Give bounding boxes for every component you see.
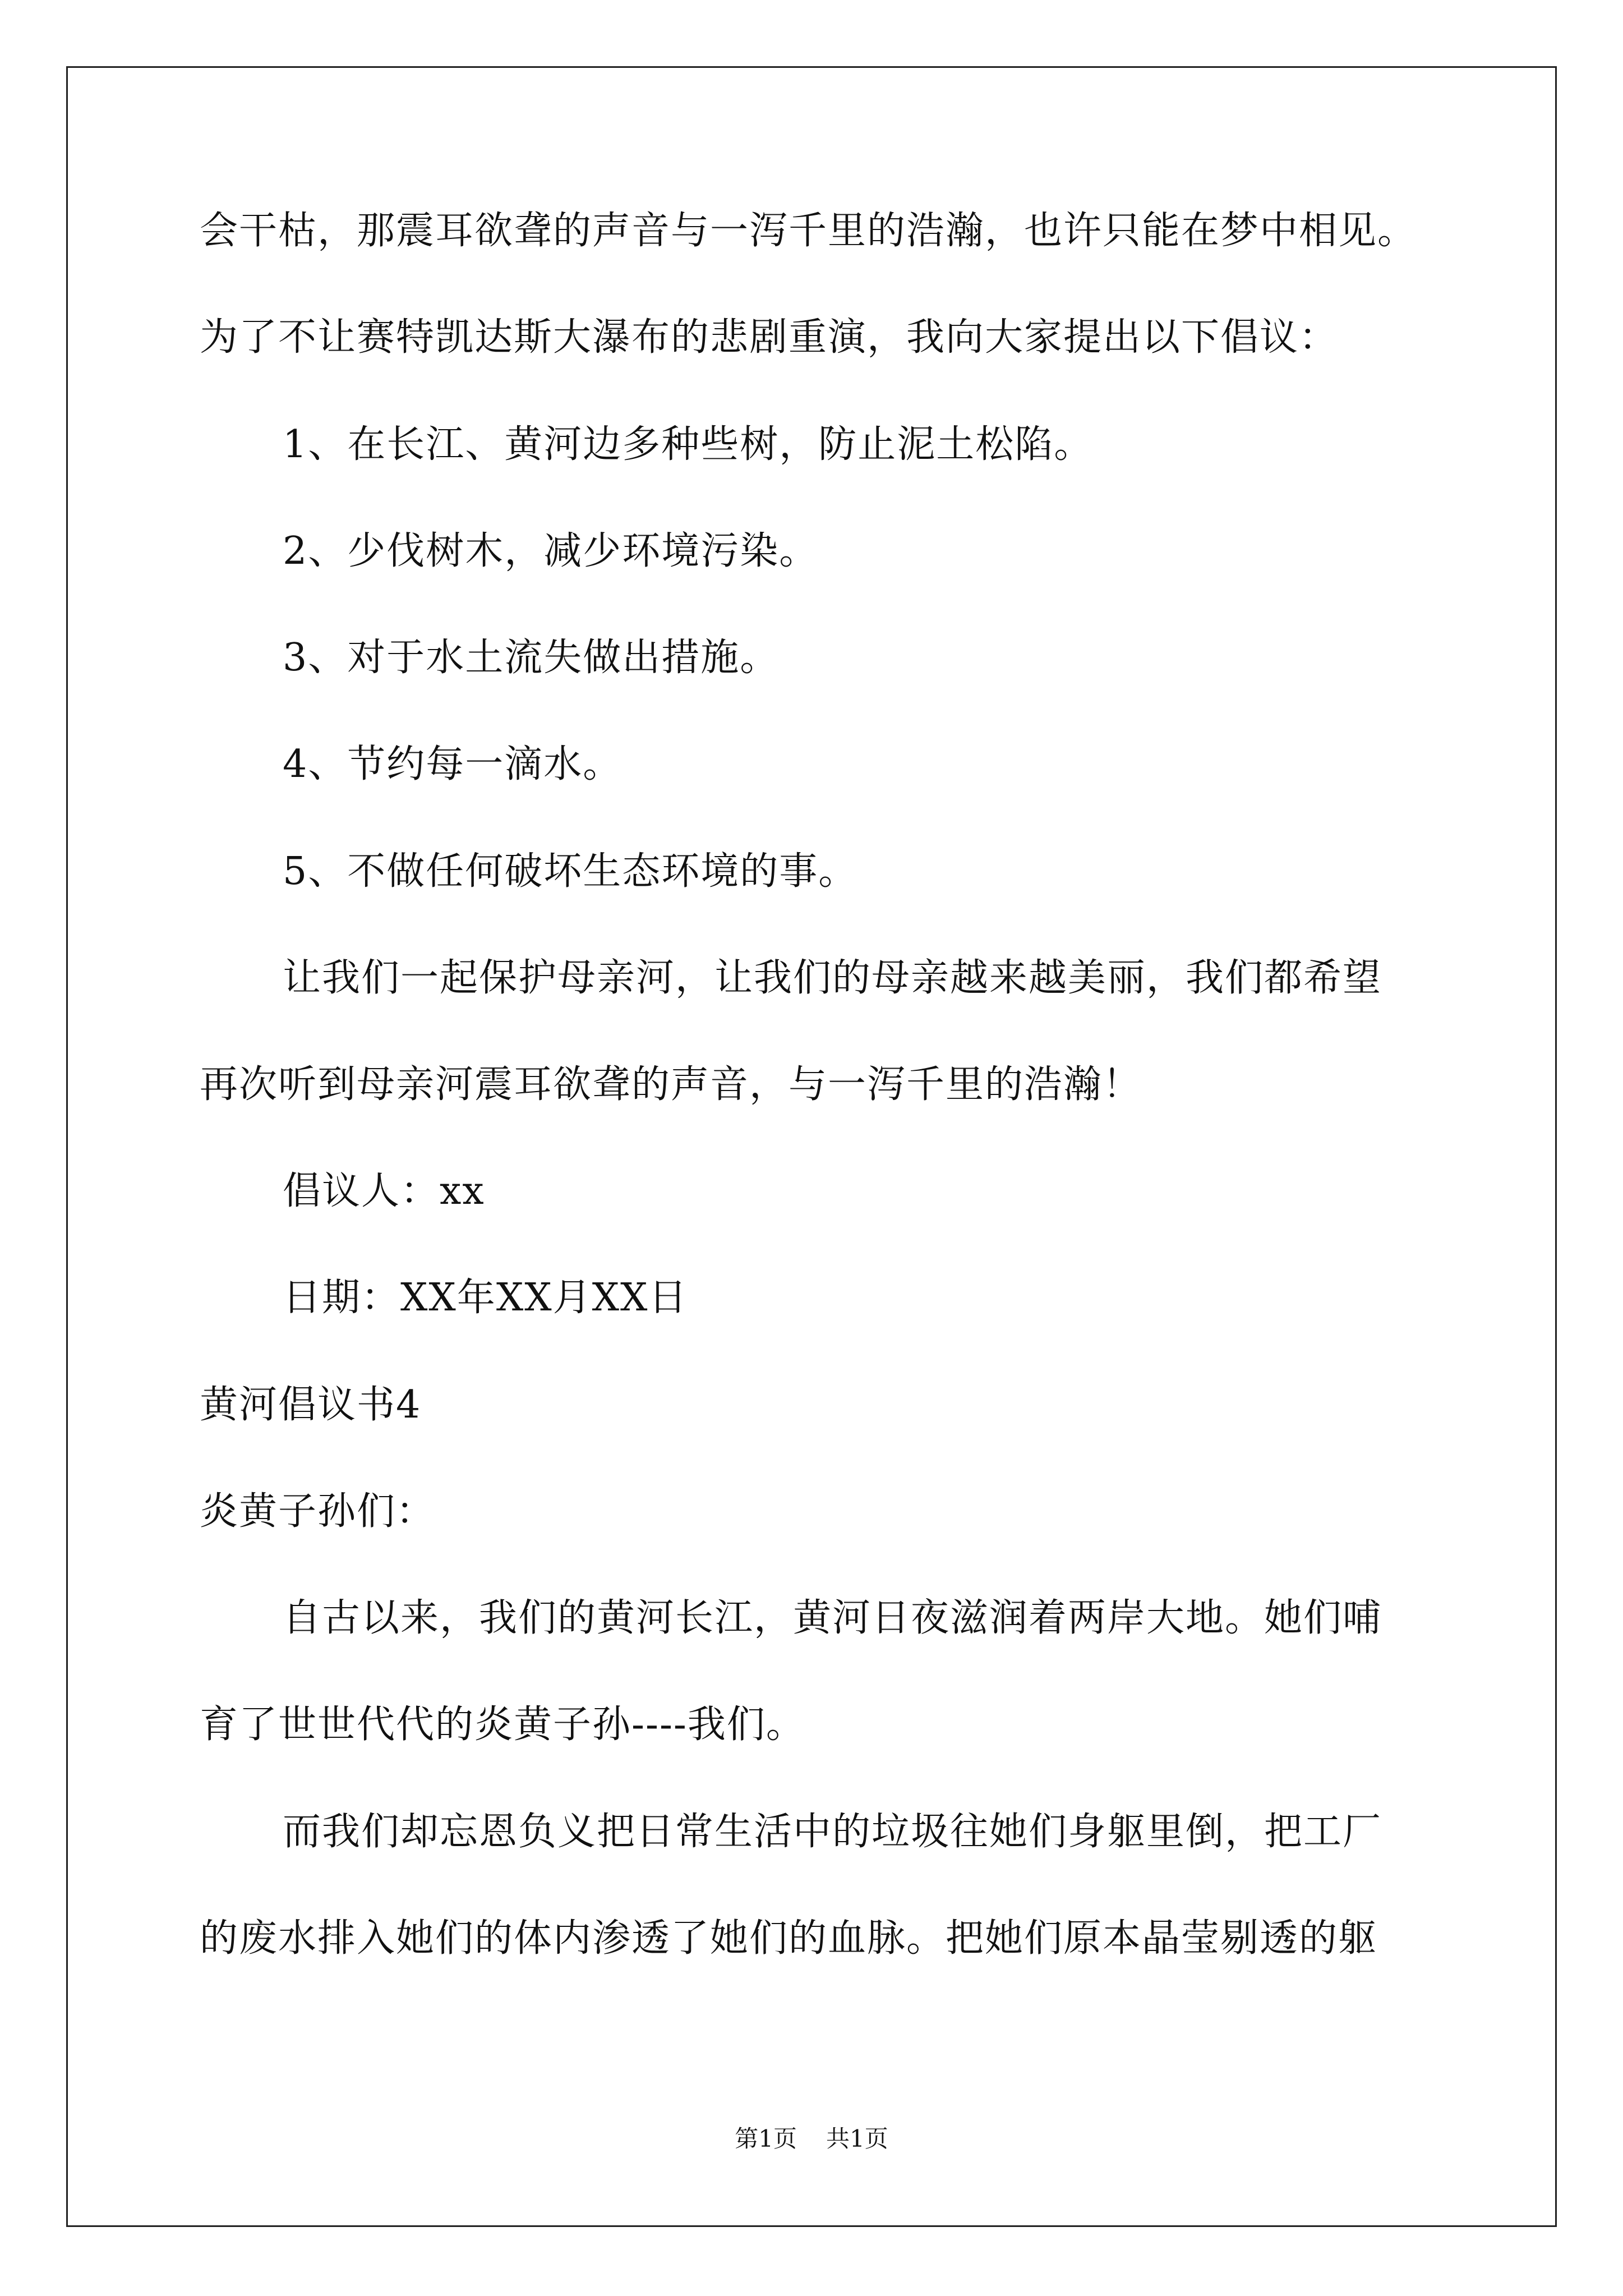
paragraph-line: 让我们一起保护母亲河，让我们的母亲越来越美丽，我们都希望 — [283, 956, 1382, 1000]
salutation: 炎黄子孙们： — [200, 1489, 436, 1534]
list-item: 2、少伐树木，减少环境污染。 — [283, 529, 819, 573]
paragraph-line: 再次听到母亲河震耳欲聋的声音，与一泻千里的浩瀚！ — [200, 1062, 1142, 1107]
paragraph-line: 为了不让赛特凯达斯大瀑布的悲剧重演，我向大家提出以下倡议： — [200, 315, 1339, 360]
page-footer — [0, 2125, 1623, 2153]
page-border — [66, 66, 1557, 2227]
paragraph-line: 会干枯，那震耳欲聋的声音与一泻千里的浩瀚，也许只能在梦中相见。 — [200, 209, 1417, 253]
paragraph-line: 自古以来，我们的黄河长江，黄河日夜滋润着两岸大地。她们哺 — [283, 1596, 1382, 1640]
paragraph-line: 而我们却忘恩负义把日常生活中的垃圾往她们身躯里倒，把工厂 — [283, 1810, 1382, 1854]
page-total: 共1页 — [826, 2125, 888, 2152]
signature-proposer: 倡议人：xx — [283, 1169, 485, 1213]
list-item: 1、在长江、黄河边多种些树，防止泥土松陷。 — [283, 422, 1094, 467]
list-item: 3、对于水土流失做出措施。 — [283, 636, 780, 680]
paragraph-line: 的废水排入她们的体内渗透了她们的血脉。把她们原本晶莹剔透的躯 — [200, 1916, 1378, 1961]
list-item: 5、不做任何破坏生态环境的事。 — [283, 849, 858, 894]
page-number: 第1页 — [735, 2125, 797, 2152]
signature-date: 日期：XX年XX月XX日 — [283, 1276, 688, 1320]
paragraph-line: 育了世世代代的炎黄子孙----我们。 — [200, 1703, 805, 1747]
list-item: 4、节约每一滴水。 — [283, 742, 623, 786]
section-title: 黄河倡议书4 — [200, 1383, 422, 1427]
